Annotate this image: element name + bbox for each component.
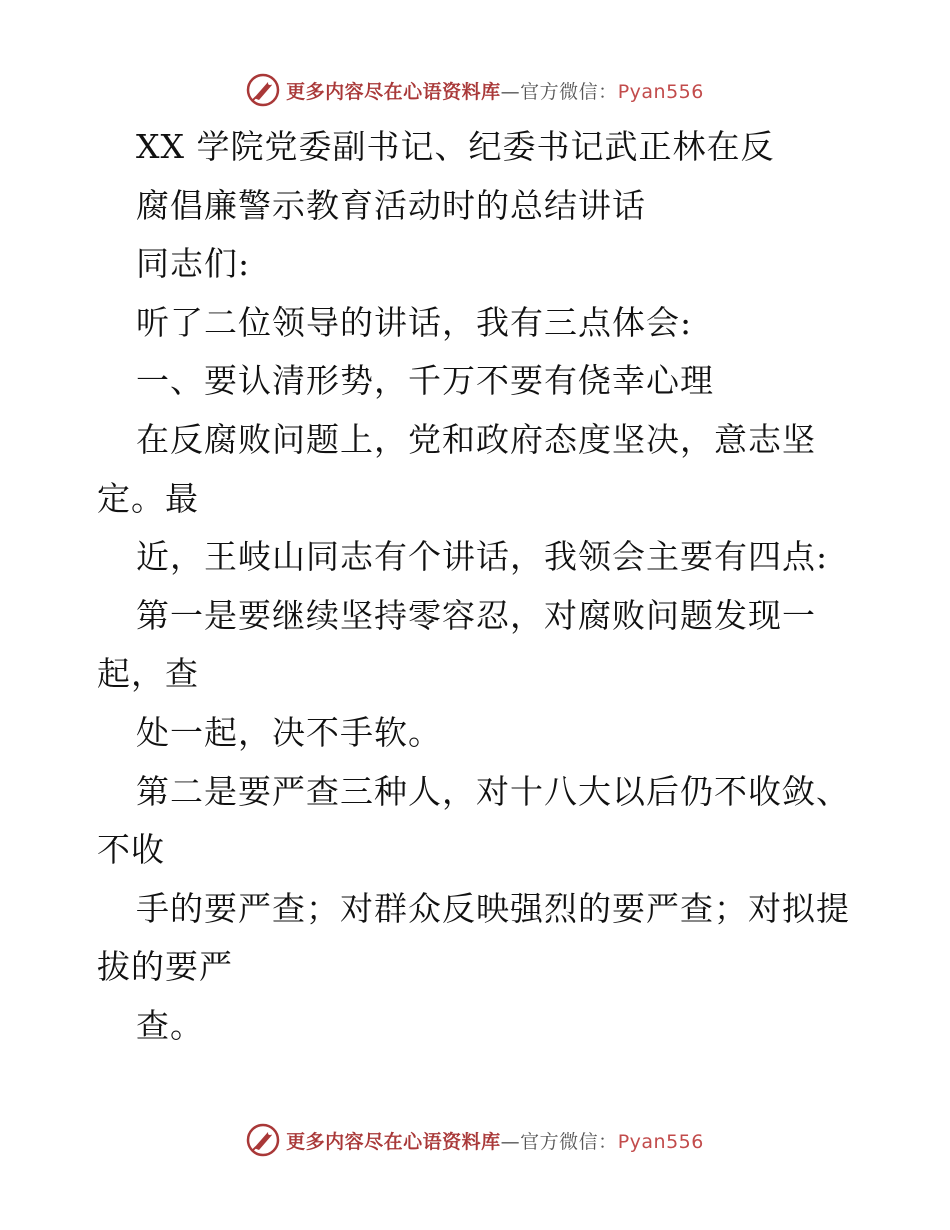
doc-paragraph-line: 手的要严查；对群众反映强烈的要严查；对拟提 (136, 888, 850, 928)
header-banner-text (286, 77, 704, 104)
footer-wechat-label: 官方微信： (520, 1130, 618, 1153)
doc-paragraph-line: 在反腐败问题上，党和政府态度坚决，意志坚 (136, 419, 816, 459)
header-wechat-label: 官方微信： (520, 80, 618, 103)
pen-quill-logo-icon (246, 1123, 280, 1157)
doc-paragraph-line: 不收 (97, 830, 165, 870)
footer-banner-inner (246, 1123, 704, 1157)
document-body (97, 118, 877, 1056)
footer-banner-text (286, 1127, 704, 1154)
doc-paragraph-line: 查。 (136, 1005, 204, 1045)
pen-quill-logo-icon (246, 73, 280, 107)
header-banner-inner (246, 73, 704, 107)
doc-paragraph-line: 第一是要继续坚持零容忍，对腐败问题发现一 (136, 595, 816, 635)
doc-paragraph-line: 第二是要严查三种人，对十八大以后仍不收敛、 (136, 771, 850, 811)
header-wechat-id: Pyan556 (617, 80, 704, 103)
footer-banner (0, 1120, 950, 1160)
footer-separator: — (500, 1130, 521, 1153)
doc-salutation: 同志们: (136, 244, 251, 284)
footer-wechat-id: Pyan556 (617, 1130, 704, 1153)
doc-title-line-2: 腐倡廉警示教育活动时的总结讲话 (136, 185, 646, 225)
footer-brand: 更多内容尽在心语资料库 (286, 1130, 501, 1153)
header-brand: 更多内容尽在心语资料库 (286, 80, 501, 103)
doc-paragraph-line: 定。最 (97, 478, 199, 518)
doc-paragraph-line: 处一起，决不手软。 (136, 712, 442, 752)
header-separator: — (500, 80, 521, 103)
doc-section-heading: 一、要认清形势，千万不要有侥幸心理 (136, 361, 714, 401)
doc-paragraph-line: 近，王岐山同志有个讲话，我领会主要有四点: (136, 537, 829, 577)
doc-title-line-1: XX 学院党委副书记、纪委书记武正林在反 (136, 127, 775, 166)
header-banner (0, 70, 950, 110)
doc-paragraph-line: 听了二位领导的讲话，我有三点体会: (136, 302, 693, 342)
doc-paragraph-line: 起，查 (97, 654, 199, 694)
doc-paragraph-line: 拔的要严 (97, 947, 233, 987)
